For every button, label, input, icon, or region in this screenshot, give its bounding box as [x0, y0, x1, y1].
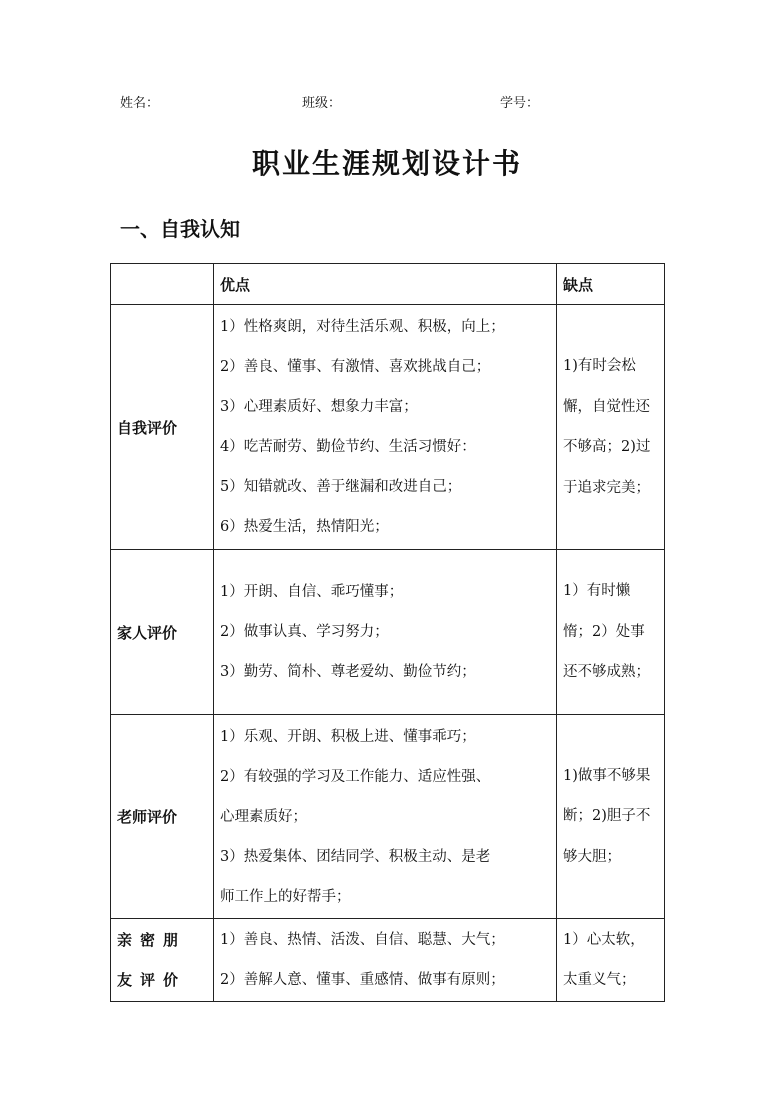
cons-cell: 1)做事不够果断；2)胆子不够大胆；	[557, 715, 665, 919]
cons-cell: 1)有时会松懈，自觉性还不够高；2)过于追求完美；	[557, 305, 665, 550]
class-label: 班级：	[302, 96, 342, 111]
pros-cell	[214, 919, 557, 1002]
row-label: 自我评价	[111, 305, 214, 550]
pros-line: 2）有较强的学习及工作能力、适应性强、	[220, 768, 491, 785]
pros-line: 3）热爱集体、团结同学、积极主动、是老	[220, 848, 491, 865]
pros-line: 师工作上的好帮手；	[220, 888, 351, 905]
pros-cell	[214, 550, 557, 715]
self-assessment-table	[110, 263, 665, 1002]
pros-cell	[214, 305, 557, 550]
table-row	[111, 919, 665, 1002]
table-header-row	[111, 264, 665, 305]
student-id-label: 学号：	[500, 96, 540, 111]
header-cell-cons: 缺点	[557, 264, 665, 305]
pros-line: 2）善良、懂事、有激情、喜欢挑战自己；	[220, 359, 491, 375]
pros-line: 5）知错就改、善于继漏和改进自己；	[220, 479, 462, 495]
table-row	[111, 550, 665, 715]
header-cell-pros: 优点	[214, 264, 557, 305]
pros-line: 6）热爱生活，热情阳光；	[220, 519, 389, 535]
cons-cell: 1）心太软，太重义气；	[557, 919, 665, 1002]
pros-line: 2）善解人意、懂事、重感情、做事有原则；	[220, 972, 505, 988]
section-title: 一、自我认知	[120, 217, 240, 241]
pros-line: 3）心理素质好、想象力丰富；	[220, 399, 418, 415]
pros-line: 1）善良、热情、活泼、自信、聪慧、大气；	[220, 932, 505, 948]
pros-cell	[214, 715, 557, 919]
document-title: 职业生涯规划设计书	[251, 147, 522, 180]
table-row	[111, 715, 665, 919]
pros-line: 3）勤劳、简朴、尊老爱幼、勤俭节约；	[220, 664, 476, 680]
pros-line: 心理素质好；	[220, 808, 307, 825]
row-label: 老师评价	[111, 715, 214, 919]
header-cell-empty	[111, 264, 214, 305]
table-row	[111, 305, 665, 550]
pros-line: 4）吃苦耐劳、勤俭节约、生活习惯好：	[220, 439, 476, 455]
row-label: 家人评价	[111, 550, 214, 715]
cons-cell: 1）有时懒惰；2）处事还不够成熟；	[557, 550, 665, 715]
pros-line: 1）开朗、自信、乖巧懂事；	[220, 584, 404, 600]
pros-line: 1）乐观、开朗、积极上进、懂事乖巧；	[220, 728, 476, 745]
row-label: 亲密朋友评价	[111, 919, 214, 1002]
pros-line: 2）做事认真、学习努力；	[220, 624, 389, 640]
name-label: 姓名：	[120, 96, 160, 111]
pros-line: 1）性格爽朗，对待生活乐观、积极，向上；	[220, 319, 505, 335]
